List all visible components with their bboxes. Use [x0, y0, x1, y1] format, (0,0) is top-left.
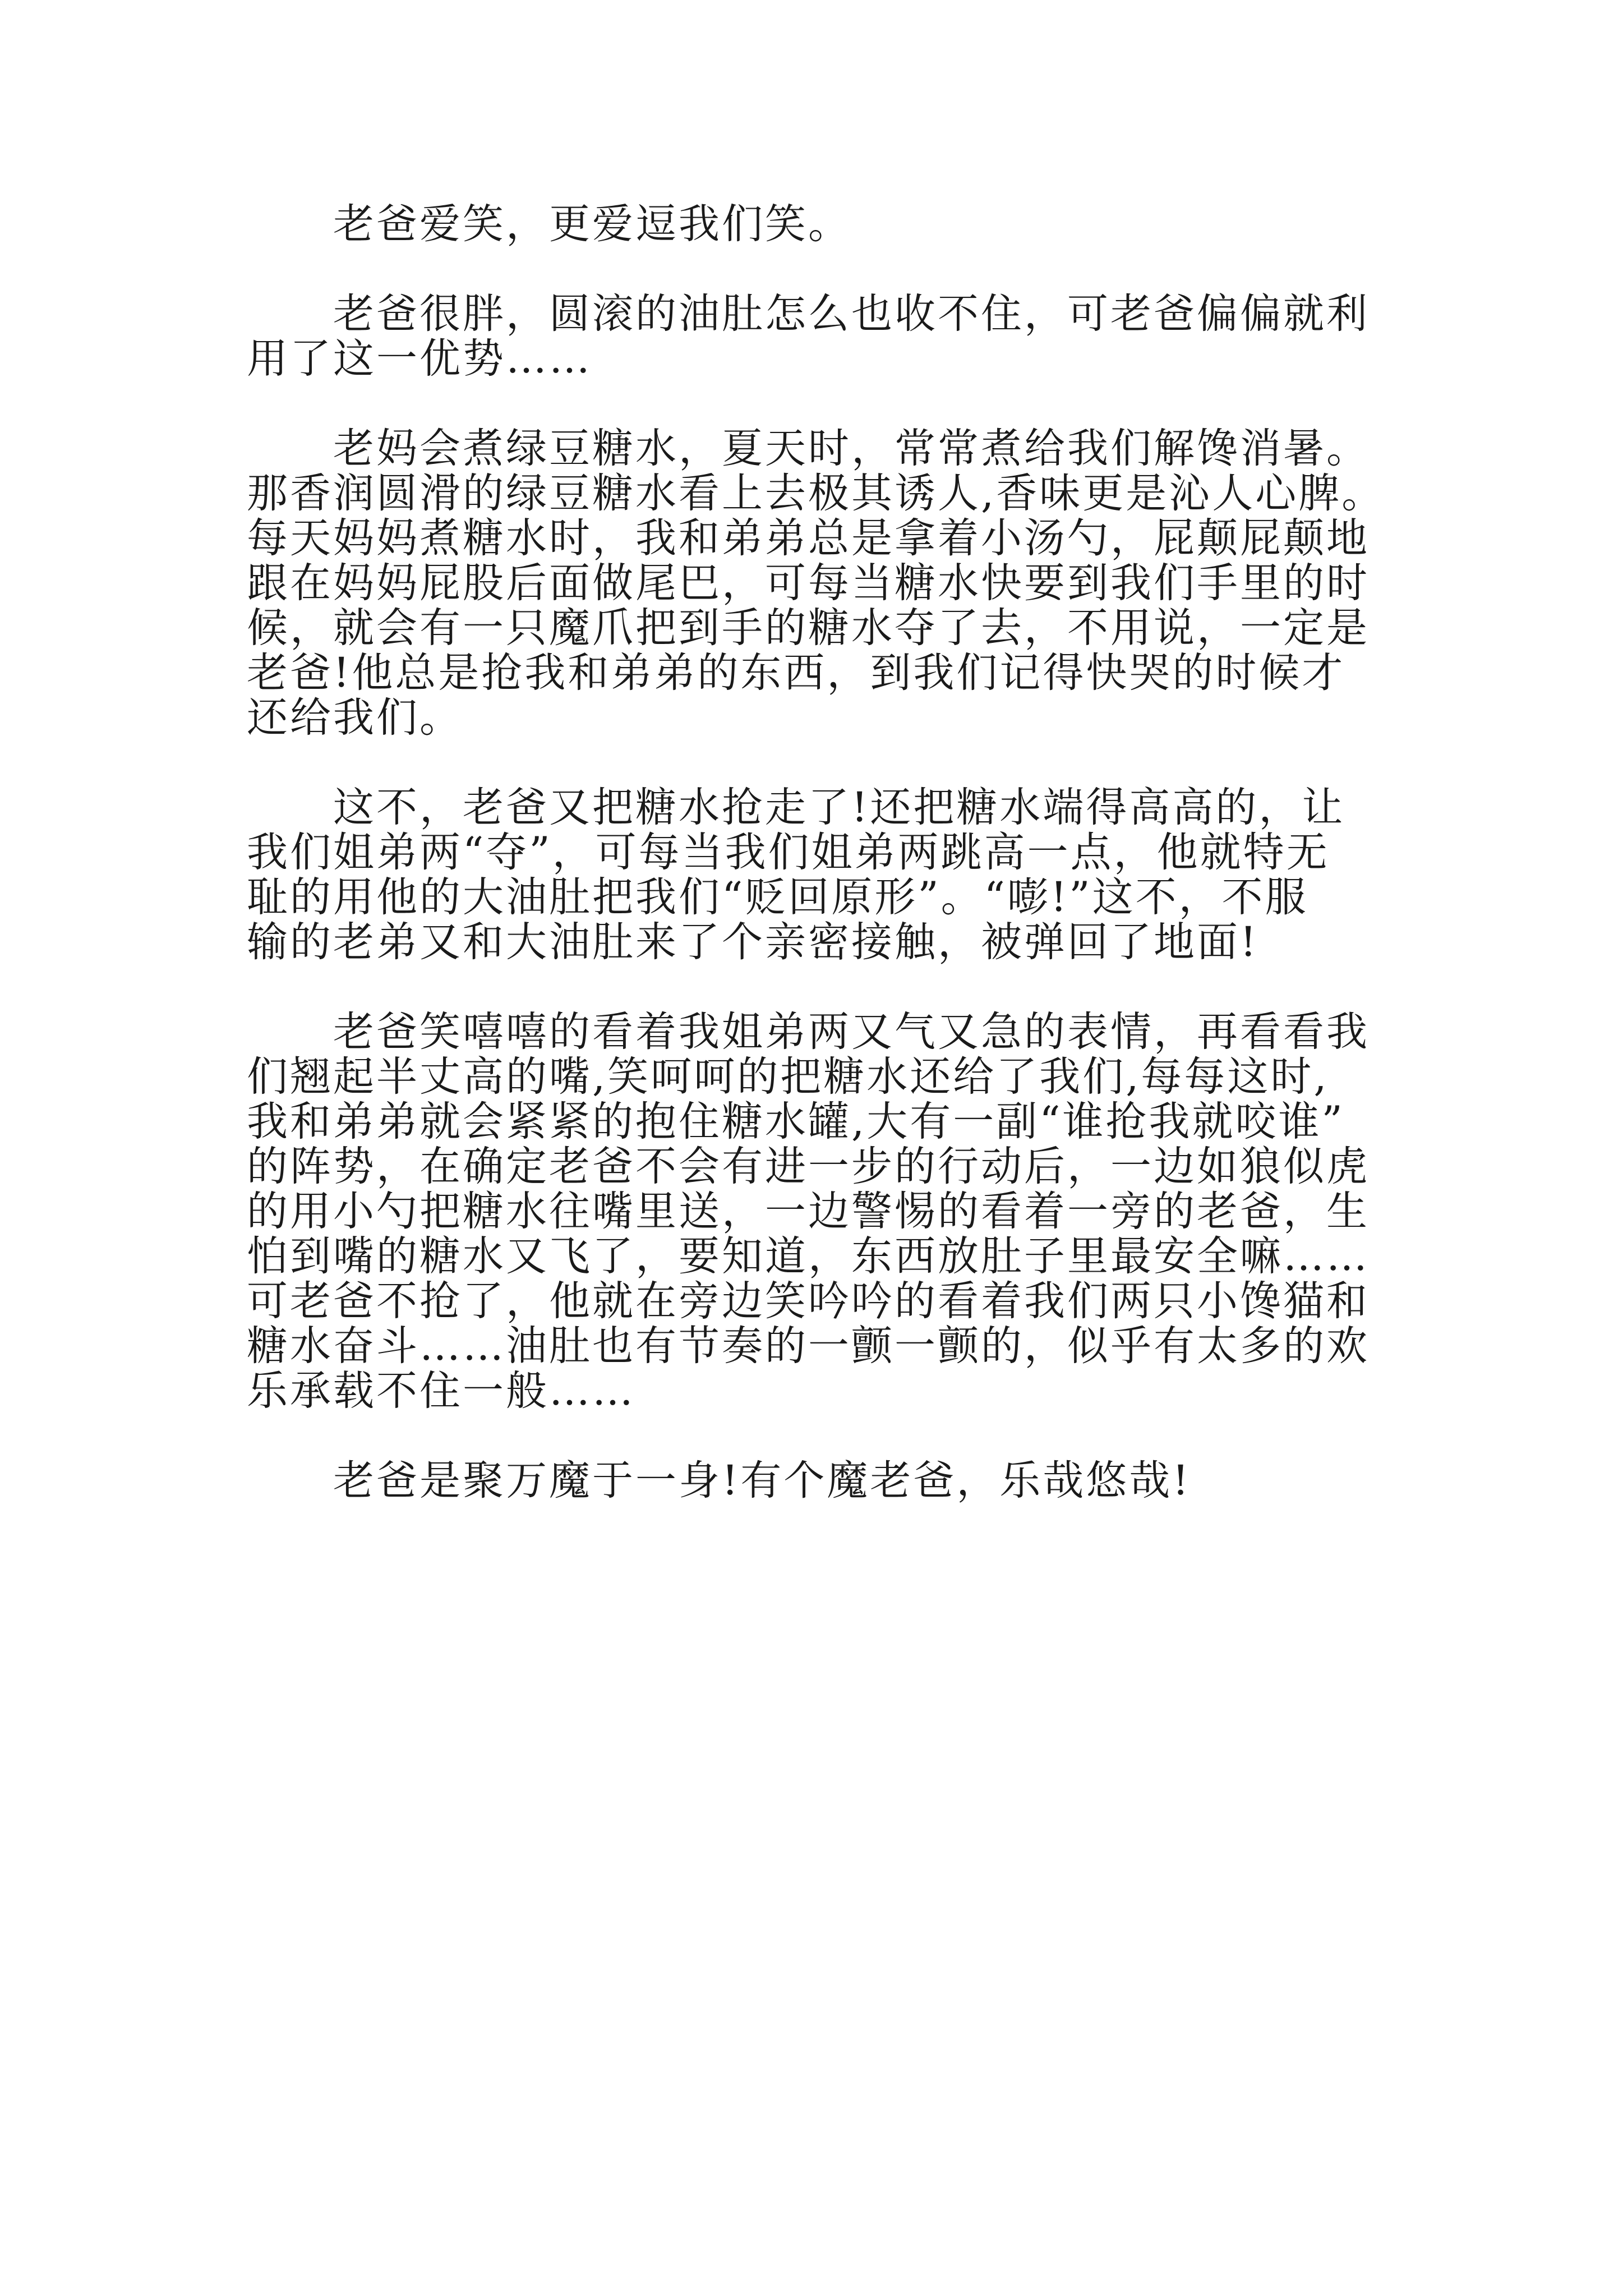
paragraph-gap [247, 247, 1391, 292]
text-line: 每天妈妈煮糖水时，我和弟弟总是拿着小汤勺，屁颠屁颠地 [247, 514, 1370, 562]
text-line: 怕到嘴的糖水又飞了，要知道，东西放肚子里最安全嘛…… [247, 1232, 1370, 1280]
text-line: 还给我们。 [247, 694, 463, 742]
text-line: 老爸笑嘻嘻的看着我姐弟两又气又急的表情，再看看我 [247, 1008, 1370, 1056]
text-line: 老爸爱笑，更爱逗我们笑。 [247, 200, 851, 248]
text-line: 用了这一优势…… [247, 335, 592, 383]
text-line: 的阵势，在确定老爸不会有进一步的行动后，一边如狼似虎 [247, 1143, 1370, 1190]
text-line: 们翘起半丈高的嘴,笑呵呵的把糖水还给了我们,每每这时, [247, 1053, 1329, 1101]
text-line: 的用小勺把糖水往嘴里送，一边警惕的看着一旁的老爸，生 [247, 1188, 1370, 1235]
paragraph-gap [247, 381, 1391, 426]
text-line: 老妈会煮绿豆糖水，夏天时，常常煮给我们解馋消暑。 [247, 425, 1370, 472]
paragraph-gap [247, 965, 1391, 1010]
text-line: 我们姐弟两“夺”，可每当我们姐弟两跳高一点，他就特无 [247, 829, 1330, 876]
text-line: 可老爸不抢了，他就在旁边笑吟吟的看着我们两只小馋猫和 [247, 1277, 1370, 1325]
text-line: 我和弟弟就会紧紧的抱住糖水罐,大有一副“谁抢我就咬谁” [247, 1098, 1345, 1145]
text-line: 输的老弟又和大油肚来了个亲密接触，被弹回了地面! [247, 918, 1259, 966]
text-line: 这不，老爸又把糖水抢走了!还把糖水端得高高的，让 [247, 784, 1345, 831]
text-line: 候，就会有一只魔爪把到手的糖水夺了去，不用说，一定是 [247, 604, 1370, 652]
paragraph-gap [247, 740, 1391, 785]
text-line: 跟在妈妈屁股后面做尾巴，可每当糖水快要到我们手里的时 [247, 559, 1370, 607]
paragraph-gap [247, 1414, 1391, 1458]
text-line: 老爸!他总是抢我和弟弟的东西，到我们记得快哭的时候才 [247, 649, 1345, 697]
document-body [247, 202, 1391, 1503]
text-line: 耻的用他的大油肚把我们“贬回原形”。“嘭!”这不，不服 [247, 873, 1308, 921]
text-line: 老爸是聚万魔于一身!有个魔老爸，乐哉悠哉! [247, 1457, 1191, 1504]
text-line: 老爸很胖，圆滚的油肚怎么也收不住，可老爸偏偏就利 [247, 290, 1370, 338]
text-line: 那香润圆滑的绿豆糖水看上去极其诱人,香味更是沁人心脾。 [247, 470, 1385, 517]
text-line: 糖水奋斗……油肚也有节奏的一颤一颤的，似乎有太多的欢 [247, 1322, 1370, 1370]
text-line: 乐承载不住一般…… [247, 1367, 635, 1415]
